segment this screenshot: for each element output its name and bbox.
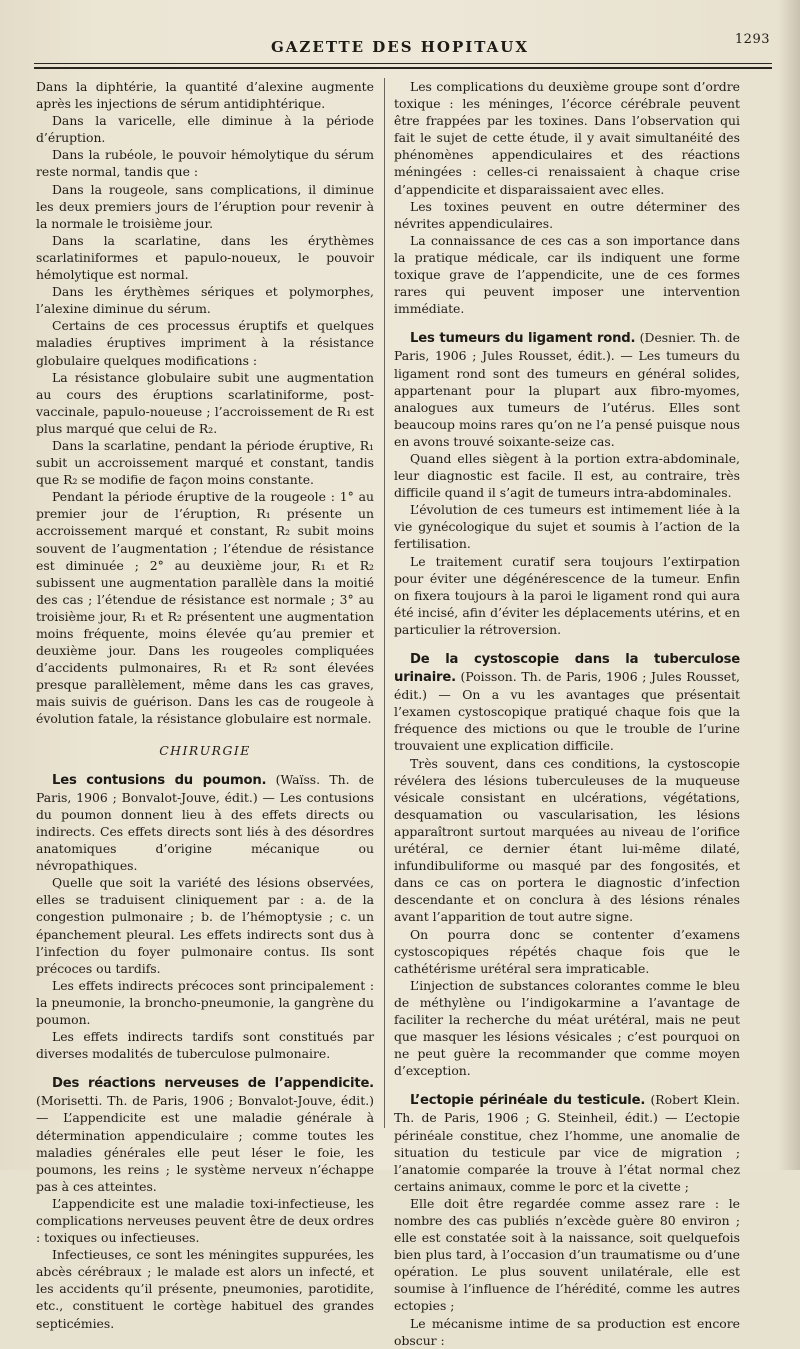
article-source: (Morisetti. Th. de Paris, 1906 ; Bonvalot-Jouve, édit.) — L’appendicite est une maladie générale à détermination appendiculaire ; comme toutes les maladies générales elle peut léser le foie, les poumons, les reins ; le système nerveux n’échappe pas à ces atteintes.	[36, 1093, 374, 1194]
article-lead	[36, 1074, 374, 1195]
paragraph: Infectieuses, ce sont les méningites suppurées, les abcès cérébraux ; le malade est alors un infecté, et les accidents qu’il présente, pneumonies, parotidite, etc., constituent le cortège habituel des grandes septicémies.	[36, 1247, 374, 1331]
paragraph: Quelle que soit la variété des lésions observées, elles se traduisent cliniquement par : a. de la congestion pulmonaire ; b. de l’hémoptysie ; c. un épanchement pleural. Les effets indirects sont dus à l’infection du foyer pulmonaire contus. Ils sont précoces ou tardifs.	[36, 875, 374, 976]
paragraph: Les effets indirects tardifs sont constitués par diverses modalités de tuberculose pulmonaire.	[36, 1029, 374, 1062]
paragraph: Le mécanisme intime de sa production est encore obscur :	[394, 1315, 740, 1348]
article-source: (Poisson. Th. de Paris, 1906 ; Jules Rousset, édit.) — On a vu les avantages que présentait l’examen cystoscopique pratiqué chaque fois que la fréquence des mictions ou que le trouble de l’urine trouvaient une explication difficile.	[394, 669, 740, 754]
paragraph: Certains de ces processus éruptifs et quelques maladies éruptives impriment à la résistance globulaire quelques modifications :	[36, 318, 374, 368]
article-title: Les contusions du poumon.	[52, 772, 267, 788]
header-rule-thick	[34, 67, 772, 69]
paragraph: Très souvent, dans ces conditions, la cystoscopie révélera des lésions tuberculeuses de la muqueuse vésicale consistant en ulcérations, végétations, desquamation ou vascularisation, les lésions apparaîtront surtout marquées au niveau de l’orifice urétéral, ce dernier étant lui-même dilaté, infundibuliforme ou masqué par des fongosités, et dans ce cas on portera le diagnostic d’infection descendante et on conclura à des lésions rénales avant l’apparition de tout autre signe.	[394, 755, 740, 925]
article-lead	[394, 329, 740, 450]
article-source: (Robert Klein. Th. de Paris, 1906 ; G. Steinheil, édit.) — L’ectopie périnéale constitue, chez l’homme, une anomalie de situation du testicule par vice de migration ; l’anatomie comparée la trouve à l’état normal chez certains animaux, comme le porc et la civette ;	[394, 1092, 740, 1194]
paragraph: Dans la rubéole, le pouvoir hémolytique du sérum reste normal, tandis que :	[36, 147, 374, 180]
paragraph: L’appendicite est une maladie toxi-infectieuse, les complications nerveuses peuvent être de deux ordres : toxiques ou infectieuses.	[36, 1195, 374, 1246]
header-rule	[34, 63, 772, 64]
article-title: Des réactions nerveuses de l’appendicite.	[52, 1076, 374, 1092]
paragraph: Pendant la période éruptive de la rougeole : 1° au premier jour de l’éruption, R₁ présente un accroissement marqué et constant, R₂ subit moins souvent de l’augmentation ; l’étendue de résistance est diminuée ; 2° au deuxième jour, R₁ et R₂ subissent une augmentation parallèle dans la moitié des cas ; l’étendue de résistance est normale ; 3° au troisième jour, R₁ et R₂ présentent une augmentation moins fréquente, moins élevée qu’au premier et deuxième jour. Dans les rougeoles compliquées d’accidents pulmonaires, R₁ et R₂ sont élevées presque parallèlement, même dans les cas graves, mais suivis de guérison. Dans les cas de rougeole à évolution fatale, la résistance globulaire est normale.	[36, 489, 374, 727]
running-title: GAZETTE DES HOPITAUX	[270, 38, 529, 56]
article-lead	[394, 1091, 740, 1195]
left-column	[36, 78, 374, 1332]
paragraph: Le traitement curatif sera toujours l’extirpation pour éviter une dégénérescence de la tumeur. Enfin on fixera toujours à la paroi le ligament rond qui aura été incisé, afin d’éviter les déplacements utérins, et en particulier la rétroversion.	[394, 553, 740, 637]
paragraph: Dans la scarlatine, dans les érythèmes scarlatiniformes et papulo-noueux, le pouvoir hémolytique est normal.	[36, 232, 374, 283]
paragraph: Quand elles siègent à la portion extra-abdominale, leur diagnostic est facile. Il est, au contraire, très difficile quand il s’agit de tumeurs intra-abdominales.	[394, 450, 740, 501]
article-source: (Waïss. Th. de Paris, 1906 ; Bonvalot-Jouve, édit.) — Les contusions du poumon donnent lieu à des effets directs ou indirects. Ces effets directs sont liés à des désordres anatomiques d’origine mécanique ou névropathiques.	[36, 771, 374, 874]
paragraph: La connaissance de ces cas a son importance dans la pratique médicale, car ils indiquent une forme toxique grave de l’appendicite, une de ces formes rares qui peuvent imposer une intervention immédiate.	[394, 232, 740, 317]
page-edge-shadow	[778, 0, 800, 1170]
paragraph: Dans les érythèmes sériques et polymorphes, l’alexine diminue du sérum.	[36, 284, 374, 317]
right-column	[394, 78, 740, 1349]
article-title: Les tumeurs du ligament rond.	[410, 331, 636, 347]
paragraph: Elle doit être regardée comme assez rare : le nombre des cas publiés n’excède guère 80 environ ; elle est constatée soit à la naissance, soit quelquefois bien plus tard, à l’occasion d’un traumatisme ou d’une opération. Le plus souvent unilatérale, elle est soumise à l’influence de l’hérédité, comme les autres ectopies ;	[394, 1195, 740, 1314]
article-title: L’ectopie périnéale du testicule.	[410, 1093, 646, 1109]
article-lead	[36, 771, 374, 875]
paragraph: L’injection de substances colorantes comme le bleu de méthylène ou l’indigokarmine a l’avantage de faciliter la recherche du méat urétéral, mais ne peut que masquer les lésions vésicales ; c’est pourquoi on ne peut guère la recommander que comme moyen d’exception.	[394, 977, 740, 1079]
paragraph: Dans la rougeole, sans complications, il diminue les deux premiers jours de l’éruption pour revenir à la normale le troisième jour.	[36, 181, 374, 231]
paragraph: La résistance globulaire subit une augmentation au cours des éruptions scarlatiniforme, post-vaccinale, papulo-noueuse ; l’accroissement de R₁ est plus marqué que celui de R₂.	[36, 369, 374, 436]
paragraph: Les effets indirects précoces sont principalement : la pneumonie, la broncho-pneumonie, la gangrène du poumon.	[36, 977, 374, 1027]
column-divider	[384, 78, 385, 1128]
article-lead	[394, 650, 740, 755]
paragraph: L’évolution de ces tumeurs est intimement liée à la vie gynécologique du sujet et soumis à l’action de la fertilisation.	[394, 502, 740, 552]
article-source: (Desnier. Th. de Paris, 1906 ; Jules Rousset, édit.). — Les tumeurs du ligament rond sont des tumeurs en général solides, appartenant pour la plupart aux fibro-myomes, analogues aux tumeurs de l’utérus. Elles sont beaucoup moins rares qu’on ne l’a pensé puisque nous en avons trouvé soixante-seize cas.	[394, 330, 740, 449]
paragraph: On pourra donc se contenter d’examens cystoscopiques répétés chaque fois que le cathétérisme urétéral sera impraticable.	[394, 926, 740, 976]
paragraph: Dans la scarlatine, pendant la période éruptive, R₁ subit un accroissement marqué et constant, tandis que R₂ se modifie de façon moins constante.	[36, 437, 374, 488]
paragraph: Dans la varicelle, elle diminue à la période d’éruption.	[36, 113, 374, 146]
paragraph: Dans la diphtérie, la quantité d’alexine augmente après les injections de sérum antidiphtérique.	[36, 79, 374, 112]
section-heading: CHIRURGIE	[159, 742, 251, 758]
paragraph: Les complications du deuxième groupe sont d’ordre toxique : les méninges, l’écorce cérébrale peuvent être frappées par les toxines. Dans l’observation qui fait le sujet de cette étude, il y avait simultanéité des phénomènes appendiculaires et des réactions méningées : celles-ci renaissaient à chaque crise d’appendicite et disparaissaient avec elles.	[394, 79, 740, 197]
page-number: 1293	[734, 32, 770, 47]
paragraph: Les toxines peuvent en outre déterminer des névrites appendiculaires.	[394, 198, 740, 231]
article-title: De la cystoscopie dans la tuberculose urinaire.	[394, 652, 740, 686]
